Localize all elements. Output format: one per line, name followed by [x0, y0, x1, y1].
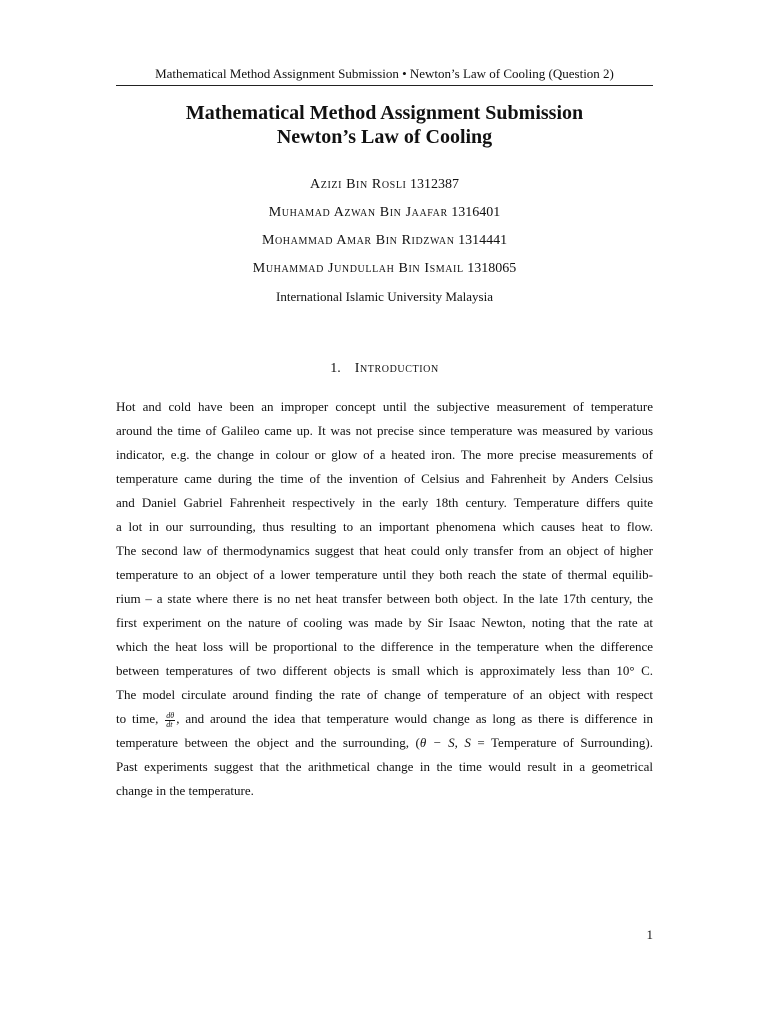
text-segment: , and around the idea that temperature would change as long as there is difference in: [176, 711, 654, 726]
text-line: Hot and cold have been an improper concept until the subjective measurement of temperature: [116, 399, 653, 414]
body-paragraph: [116, 395, 653, 803]
author-id: 1314441: [458, 233, 508, 248]
section-number: 1.: [330, 361, 341, 376]
text-line: The model circulate around finding the rate of change of temperature of an object with respect: [116, 687, 653, 702]
author-id: 1312387: [409, 177, 459, 192]
page-number: 1: [646, 927, 653, 942]
inline-math: θ − S, S: [419, 735, 471, 750]
text-line: first experiment on the nature of cooling was made by Sir Isaac Newton, noting that the rate at: [116, 615, 653, 630]
header-rule: [116, 85, 653, 86]
author-name: Muhamad Azwan Bin Jaafar: [268, 205, 448, 220]
text-line: around the time of Galileo came up. It was not precise since temperature was measured by various: [116, 423, 653, 438]
fraction-numerator: dθ: [166, 710, 175, 720]
author-name: Azizi Bin Rosli: [310, 177, 407, 192]
text-line: which the heat loss will be proportional to the difference in the temperature when the difference: [116, 639, 653, 654]
text-line: rium – a state where there is no net heat transfer between both object. In the late 17th century, the: [116, 591, 653, 606]
text-line: change in the temperature.: [116, 783, 254, 798]
text-segment: = Temperature of Surrounding).: [470, 735, 653, 750]
text-line: Past experiments suggest that the arithmetical change in the time would result in a geometrical: [116, 759, 653, 774]
text-line: temperature to an object of a lower temperature until they both reach the state of thermal equilib-: [116, 567, 653, 582]
author-entry: [116, 229, 653, 257]
running-header: Mathematical Method Assignment Submission • Newton’s Law of Cooling (Question 2): [155, 66, 614, 81]
text-line: and Daniel Gabriel Fahrenheit respectively in the early 18th century. Temperature differs quite: [116, 495, 653, 510]
title-line-2: Newton’s Law of Cooling: [276, 126, 493, 148]
text-line: indicator, e.g. the change in colour or glow of a heated iron. The more precise measurements of: [116, 447, 653, 462]
title-line-1: Mathematical Method Assignment Submission: [185, 102, 584, 124]
text-line: a lot in our surrounding, thus resulting to an important phenomena which causes heat to flow.: [116, 519, 653, 534]
section-heading: [116, 359, 653, 379]
author-id: 1318065: [467, 261, 517, 276]
text-line: temperature came during the time of the invention of Celsius and Fahrenheit by Anders Celsius: [116, 471, 653, 486]
text-line-with-derivative: [116, 707, 653, 731]
text-line-with-math: [116, 731, 653, 755]
author-entry: [116, 257, 653, 285]
paper-title: [116, 101, 653, 149]
author-name: Mohammad Amar Bin Ridzwan: [261, 233, 455, 248]
author-id: 1316401: [451, 205, 501, 220]
author-list: [116, 173, 653, 285]
fraction-denominator: dt: [166, 719, 173, 729]
section-title: Introduction: [354, 361, 439, 376]
text-line: The second law of thermodynamics suggest that heat could only transfer from an object of higher: [116, 543, 653, 558]
affiliation: International Islamic University Malaysia: [276, 289, 493, 304]
author-entry: [116, 201, 653, 229]
author-entry: [116, 173, 653, 201]
derivative-fraction: [165, 712, 175, 729]
author-name: Muhammad Jundullah Bin Ismail: [252, 261, 464, 276]
text-segment: temperature between the object and the surrounding, (: [116, 735, 420, 750]
text-line: between temperatures of two different objects is small which is approximately less than 10° C.: [116, 663, 653, 678]
text-segment: to time,: [116, 711, 165, 726]
